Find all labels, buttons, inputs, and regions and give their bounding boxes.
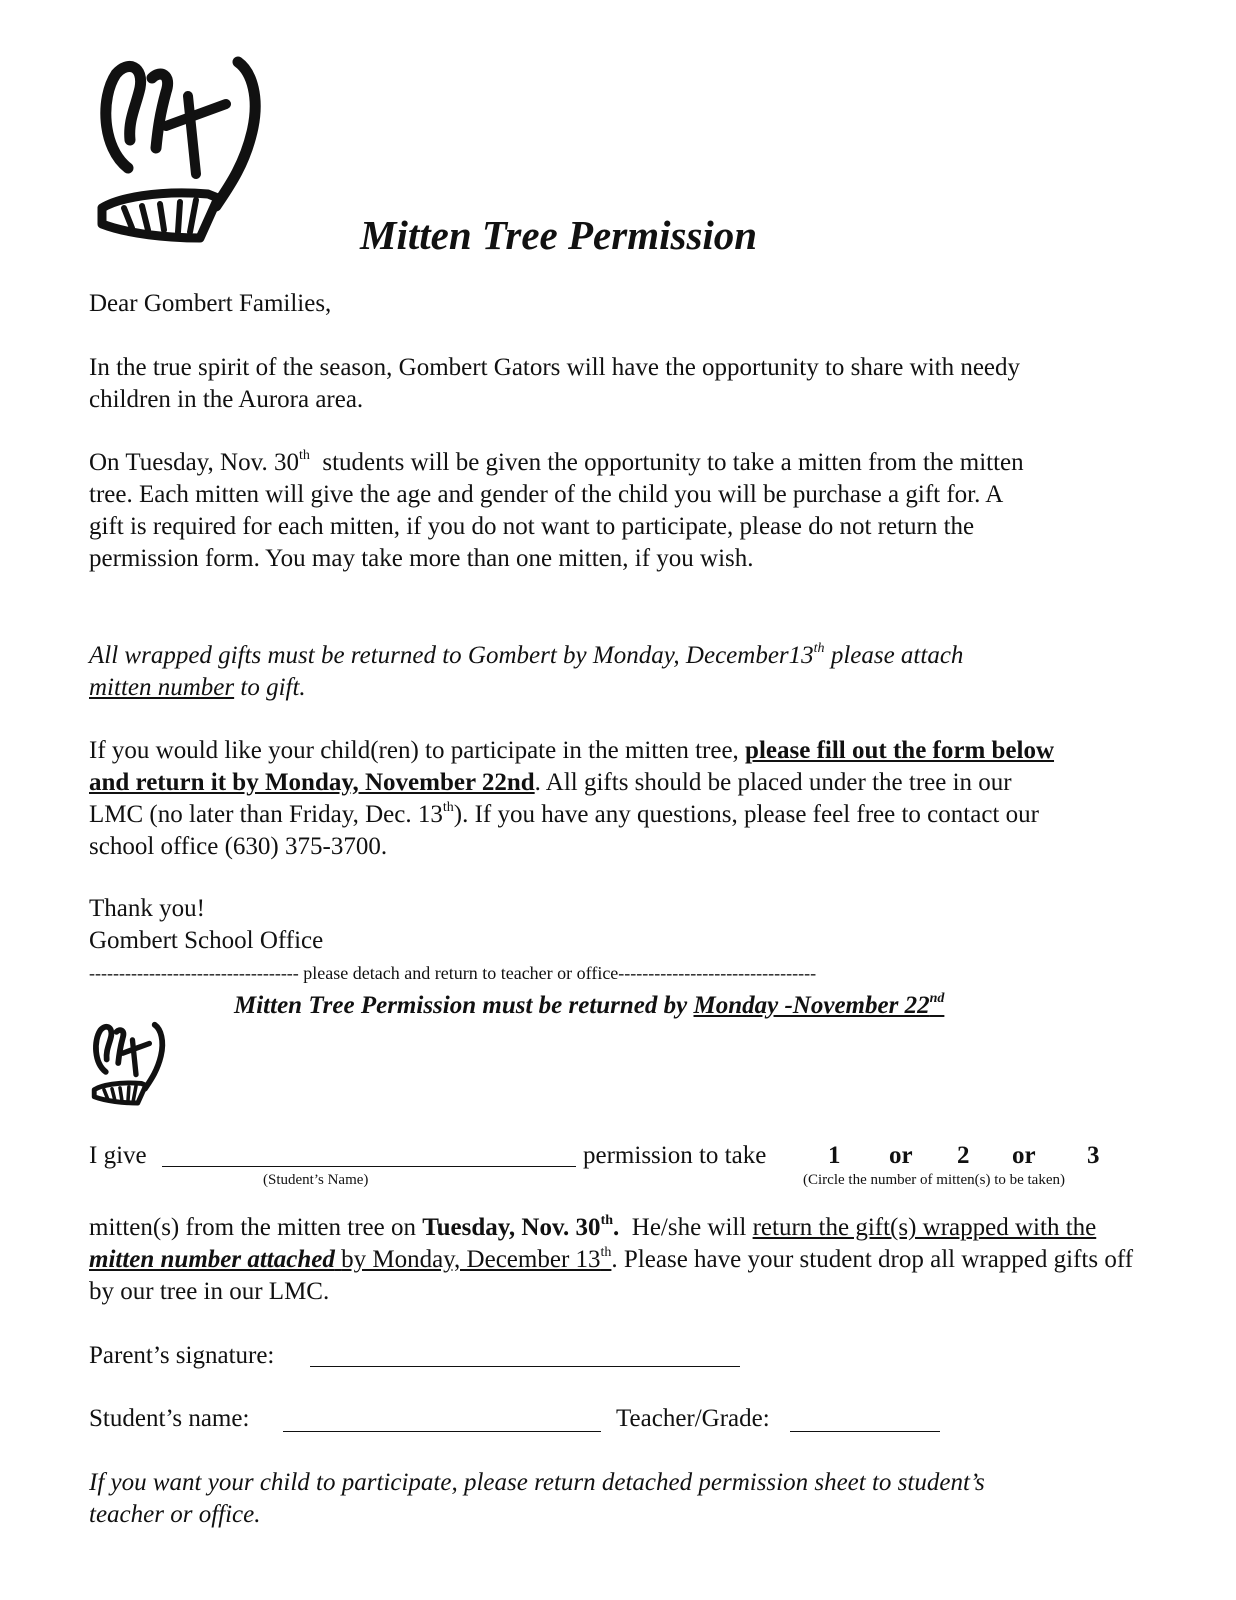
mitten-logo-icon xyxy=(88,48,268,248)
i-give-label: I give xyxy=(89,1142,147,1169)
student-name-blank[interactable] xyxy=(162,1166,576,1167)
para3-underlined: mitten number xyxy=(89,674,235,701)
mitten-logo-small-icon xyxy=(88,1018,168,1108)
paragraph-intro: In the true spirit of the season, Gombert Gators will have the opportunity to share with needy children in the Aurora area. xyxy=(89,354,1021,413)
form-body-start: mitten(s) from the mitten tree on xyxy=(89,1214,416,1241)
mitten-option-1[interactable]: 1 xyxy=(828,1142,841,1169)
paragraph-return-gifts xyxy=(89,640,1029,704)
form-body-mid: He/she will xyxy=(631,1214,747,1241)
form-title xyxy=(234,990,944,1022)
mitten-option-3[interactable]: 3 xyxy=(1087,1142,1100,1169)
parent-signature-blank[interactable] xyxy=(310,1366,740,1367)
page-title: Mitten Tree Permission xyxy=(360,212,758,258)
form-body-date-sup: th xyxy=(600,1212,614,1228)
para3-start: All wrapped gifts must be returned to Gombert by Monday, December13 xyxy=(89,642,814,669)
closing-thanks: Thank you! xyxy=(89,895,205,922)
footer-note: If you want your child to participate, please return detached permission sheet to student’s teacher or office. xyxy=(89,1469,985,1528)
closing-signoff: Gombert School Office xyxy=(89,927,324,954)
teacher-grade-blank[interactable] xyxy=(790,1431,940,1432)
divider-dashes-right: --------------------------------- xyxy=(618,963,817,983)
paragraph-details xyxy=(89,447,1034,575)
para2-start: On Tuesday, Nov. 30 xyxy=(89,449,299,476)
para3-end: to gift. xyxy=(240,674,306,701)
or-label-1: or xyxy=(889,1142,913,1169)
para4-start: If you would like your child(ren) to participate in the mitten tree, xyxy=(89,737,739,764)
form-title-deadline: Monday -November 22nd xyxy=(693,990,945,1019)
paragraph-participate xyxy=(89,735,1064,863)
form-body-sup: th xyxy=(600,1244,612,1260)
form-body-underlined: return the gift(s) wrapped with the mitten number attached by Monday, December 13th xyxy=(89,1214,1097,1273)
form-title-start: Mitten Tree Permission must be returned by xyxy=(234,992,688,1019)
para4-mid: . All gifts should be placed under the tree in our LMC (no later than Friday, Dec. 13 xyxy=(89,769,1012,828)
para2-rest: students will be given the opportunity to take a mitten from the mitten tree. Each mitten will give the age and gender of the child you will be purchase a gift for. A gift is required for each mitten, if you do not want to participate, please do not return the permission form. You may take more than one mitten, if you wish. xyxy=(89,449,1024,572)
form-body-end: . Please have your student drop all wrapped gifts off by our tree in our LMC. xyxy=(89,1246,1134,1305)
para3-mid: please attach xyxy=(830,642,964,669)
permission-label: permission to take xyxy=(583,1142,767,1169)
parent-signature-label: Parent’s signature: xyxy=(89,1342,275,1369)
form-body-date: Tuesday, Nov. 30th. xyxy=(422,1212,620,1241)
student-name-label: Student’s name: xyxy=(89,1405,250,1432)
circle-caption: (Circle the number of mitten(s) to be taken) xyxy=(803,1172,1065,1188)
or-label-2: or xyxy=(1012,1142,1036,1169)
teacher-grade-label: Teacher/Grade: xyxy=(616,1405,770,1432)
para4-bold: please fill out the form below and return it by Monday, November 22nd xyxy=(89,737,1055,796)
form-body-mitten-number: mitten number attached xyxy=(89,1246,335,1273)
form-body xyxy=(89,1212,1149,1308)
greeting: Dear Gombert Families, xyxy=(89,290,332,317)
divider-dashes-left: ----------------------------------- xyxy=(89,963,299,983)
para3-sup: th xyxy=(813,640,825,656)
student-name-caption: (Student’s Name) xyxy=(263,1172,369,1188)
para2-sup: th xyxy=(298,447,310,463)
para4-sup: th xyxy=(442,799,454,815)
student-name-field-blank[interactable] xyxy=(283,1431,601,1432)
divider-text: please detach and return to teacher or office xyxy=(303,963,619,983)
mitten-option-2[interactable]: 2 xyxy=(957,1142,970,1169)
form-title-sup: nd xyxy=(929,990,945,1006)
detach-divider xyxy=(89,962,1059,984)
para4-end: ). If you have any questions, please feel free to contact our school office (630) 375-3700. xyxy=(89,801,1039,860)
